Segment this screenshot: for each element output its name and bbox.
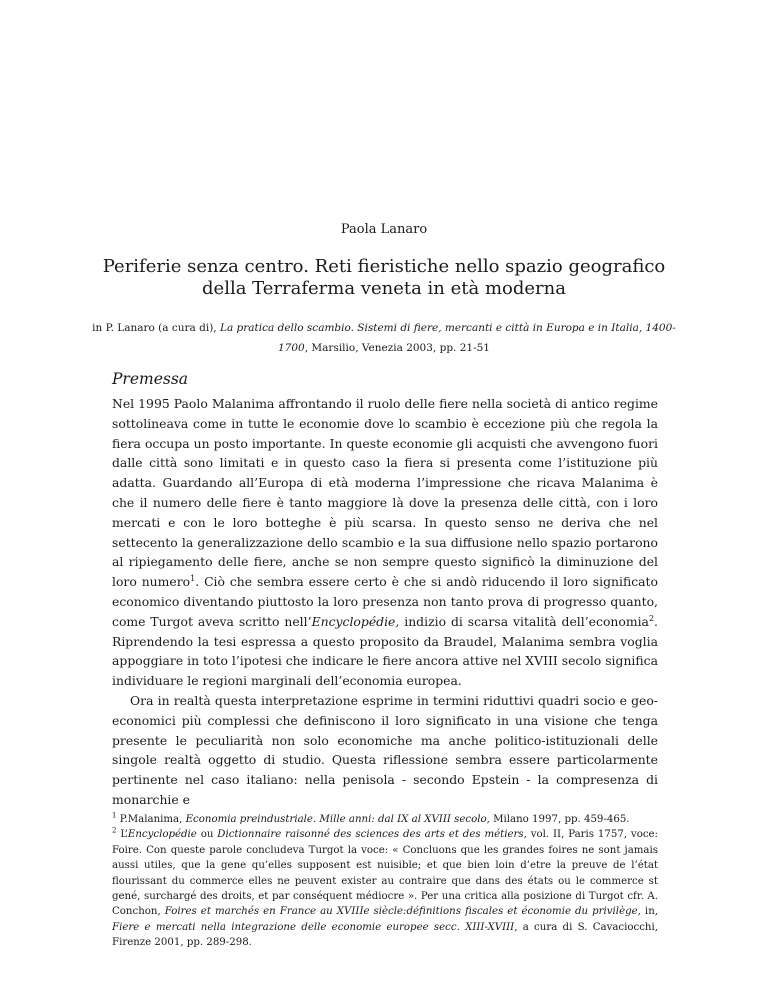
paragraph-1 xyxy=(112,394,658,691)
footnote-2-text-i: , a cura di S. Cavaciocchi, Firenze 2001, pp. 289-298. xyxy=(112,921,658,949)
paragraph-1-text-a: Nel 1995 Paolo Malanima affrontando il ruolo delle fiere nella società di antico regime sottolineava come in tutte le economie dove lo scambio è eccezione più che regola la fiera occupa un posto importante. In queste economie gli acquisti che avvengono fuori dalle città sono limitati e in questo caso la fiera si presenta come l’istituzione più adatta. Guardando all’Europa di età moderna l’impressione che ricava Malanima è che il numero delle fiere è tanto maggiore là dove la presenza delle città, con i loro mercati e con le loro botteghe è più scarsa. In questo senso ne deriva che nel settecento la generalizzazione dello scambio e la sua diffusione nello spazio portarono al ripiegamento delle fiere, anche se non sempre questo significò la diminuzione del loro numero xyxy=(112,396,658,590)
footnote-2-encyclopedie: Encyclopédie xyxy=(127,829,197,841)
paragraph-1-text-b: . Ciò che sembra essere certo è che si andò riducendo il loro significato economico diventando piuttosto la loro presenza non tanto prova di progresso quanto, come Turgot aveva scritto nell’ xyxy=(112,574,658,629)
footnote-2-dictionnaire: Dictionnaire raisonné des sciences des arts et des métiers xyxy=(217,829,524,841)
footnote-2-text-c: ou xyxy=(196,829,218,841)
footnotes xyxy=(112,812,658,951)
citation-book-title: La pratica dello scambio. Sistemi di fiere, mercanti e città in Europa e in Italia, 1400-1700 xyxy=(219,322,676,354)
citation-prefix: in P. Lanaro (a cura di), xyxy=(92,322,220,334)
footnote-1-number: 1 xyxy=(112,811,117,820)
section-heading: Premessa xyxy=(112,370,189,388)
footnote-2-text-a: L’ xyxy=(116,829,128,841)
citation-suffix: , Marsilio, Venezia 2003, pp. 21-51 xyxy=(304,342,490,354)
footnote-1-text-c: , Milano 1997, pp. 459-465. xyxy=(486,814,630,825)
footnote-2-conchon-title: Foires et marchés en France au XVIIIe siècle:définitions fiscales et économie du privilège xyxy=(164,906,638,918)
title-line-1: Periferie senza centro. Reti fieristiche nello spazio geografico xyxy=(102,256,666,277)
article-title xyxy=(60,256,708,300)
body-text xyxy=(112,394,658,810)
footnote-2 xyxy=(112,827,658,950)
title-line-2: della Terraferma veneta in età moderna xyxy=(202,278,566,299)
footnote-1 xyxy=(112,812,658,827)
footnote-2-text-e: , vol. II, Paris 1757, voce: Foire. Con queste parole concludeva Turgot la voce: « Concluons que les grandes foires ne sont jamais aussi utiles, que la gene qu’elles supposent est nuisible; et que bien loin d’etre la preuve de l’état flourissant du commerce elles ne peuvent exister au contraire que dans des états ou le commerce st gené, surchargé des droits, et par conséquent médiocre ». Per una critica alla posizione di Turgot cfr. A. Conchon, xyxy=(112,829,658,918)
paragraph-2: Ora in realtà questa interpretazione esprime in termini riduttivi quadri socio e geo-economici più complessi che definiscono il loro significato in una visione che tenga presente le peculiarità non solo economiche ma anche politico-istituzionali delle singole realtà oggetto di studio. Questa riflessione sembra essere particolarmente pertinente nel caso italiano: nella penisola - secondo Epstein - la compresenza di monarchie e xyxy=(112,692,658,807)
footnote-2-number: 2 xyxy=(112,827,117,836)
bibliographic-citation xyxy=(80,318,688,358)
footnote-1-text-a: P.Malanima, xyxy=(116,814,186,825)
paragraph-1-text-d: indizio di scarsa vitalità dell’economia xyxy=(399,613,649,629)
footnote-2-volume-title: Fiere e mercati nella integrazione delle economie europee secc. XIII-XVIII xyxy=(112,921,515,933)
footnote-1-book-title: Economia preindustriale. Mille anni: dal IX al XVIII secolo xyxy=(185,814,487,825)
paragraph-1-encyclopedie: Encyclopédie, xyxy=(311,613,400,629)
footnote-ref-2: 2 xyxy=(648,613,655,623)
paragraph-1-text-e: . Riprendendo la tesi espressa a questo proposito da Braudel, Malanima sembra voglia appoggiare in toto l’ipotesi che indicare le fiere ancora attive nel XVIII secolo significa individuare le regioni marginali dell’economia europea. xyxy=(112,613,658,689)
author-name: Paola Lanaro xyxy=(340,222,428,237)
footnote-ref-1: 1 xyxy=(190,574,196,584)
footnote-2-text-g: , in, xyxy=(637,906,658,918)
